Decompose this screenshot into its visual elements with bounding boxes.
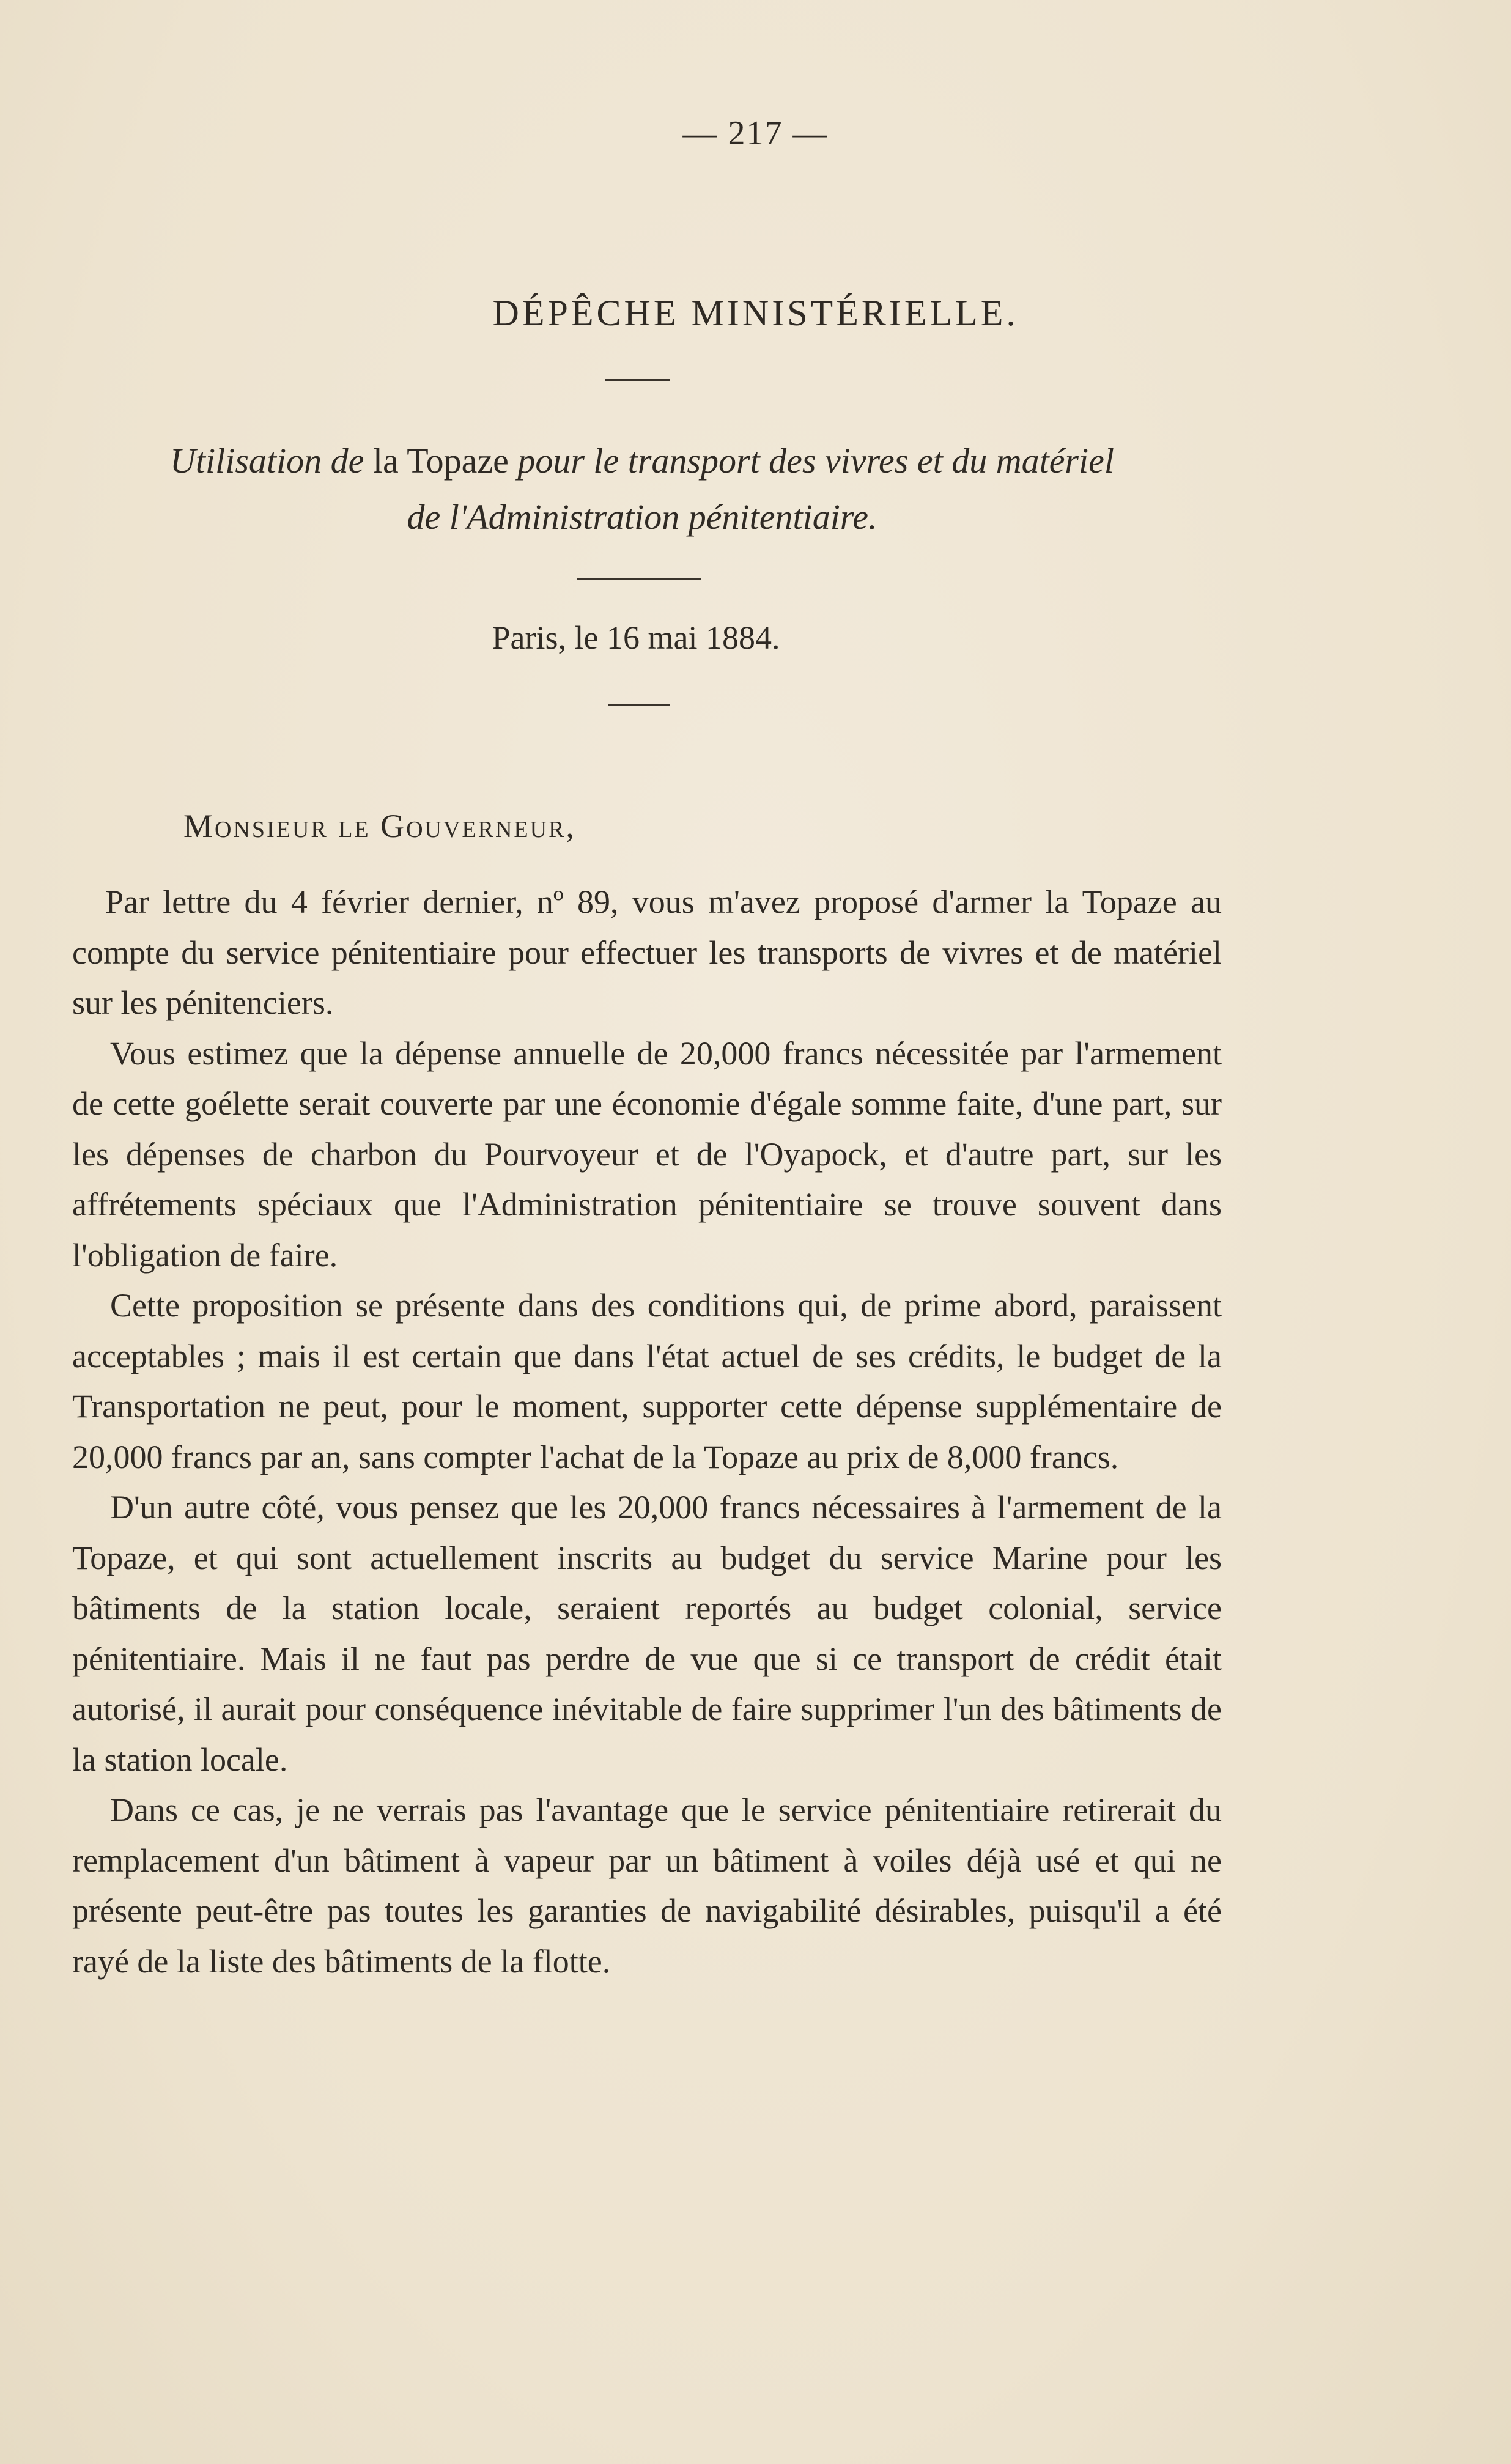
paragraph-1: Par lettre du 4 février dernier, nº 89, vous m'avez proposé d'armer la Topaze au compte du service pénitentiaire pour effectuer les transports de vivres et de matériel sur les pénitenciers. [72, 883, 1222, 1021]
letter-body [72, 877, 1222, 1986]
paragraph-2: Vous estimez que la dépense annuelle de 20,000 francs nécessitée par l'armement de cette goélette serait couverte par une économie d'égale somme faite, d'une part, sur les dépenses de charbon du Pourvoyeur et de l'Oyapock, et d'autre part, sur les affrétements spéciaux que l'Administration pénitentiaire se trouve souvent dans l'obligation de faire. [72, 1035, 1222, 1274]
paragraph-4: D'un autre côté, vous pensez que les 20,000 francs nécessaires à l'armement de la Topaze, et qui sont actuellement inscrits au budget du service Marine pour les bâtiments de la station locale, seraient reportés au budget colonial, service pénitentiaire. Mais il ne faut pas perdre de vue que si ce transport de crédit était autorisé, il aurait pour conséquence inévitable de faire supprimer l'un des bâtiments de la station locale. [72, 1489, 1222, 1778]
subtitle-part-3: pour le transport des vivres et du matériel [517, 441, 1114, 481]
document-heading: DÉPÊCHE MINISTÉRIELLE. [492, 293, 1019, 333]
heading-divider [605, 379, 670, 381]
subtitle-ship-name: la Topaze [372, 441, 509, 481]
paragraph-5: Dans ce cas, je ne verrais pas l'avantage que le service pénitentiaire retirerait du remplacement d'un bâtiment à vapeur par un bâtiment à voiles déjà usé et qui ne présente peut-être pas toutes les garanties de navigabilité désirables, puisqu'il a été rayé de la liste des bâtiments de la flotte. [72, 1791, 1222, 1980]
subtitle-divider [577, 578, 701, 580]
dateline: Paris, le 16 mai 1884. [492, 619, 780, 656]
subtitle-part-1: Utilisation de [170, 441, 364, 481]
subtitle-line-2: de l'Administration pénitentiaire. [407, 497, 877, 537]
paragraph-3: Cette proposition se présente dans des conditions qui, de prime abord, paraissent acceptables ; mais il est certain que dans l'état actuel de ses crédits, le budget de la Transportation ne peut, pour le moment, supporter cette dépense supplémentaire de 20,000 francs par an, sans compter l'achat de la Topaze au prix de 8,000 francs. [72, 1287, 1222, 1475]
page-number: — 217 — [682, 114, 829, 152]
salutation: Monsieur le Gouverneur, [183, 808, 576, 844]
subtitle-line-1 [92, 433, 1192, 489]
dateline-divider [608, 704, 670, 706]
